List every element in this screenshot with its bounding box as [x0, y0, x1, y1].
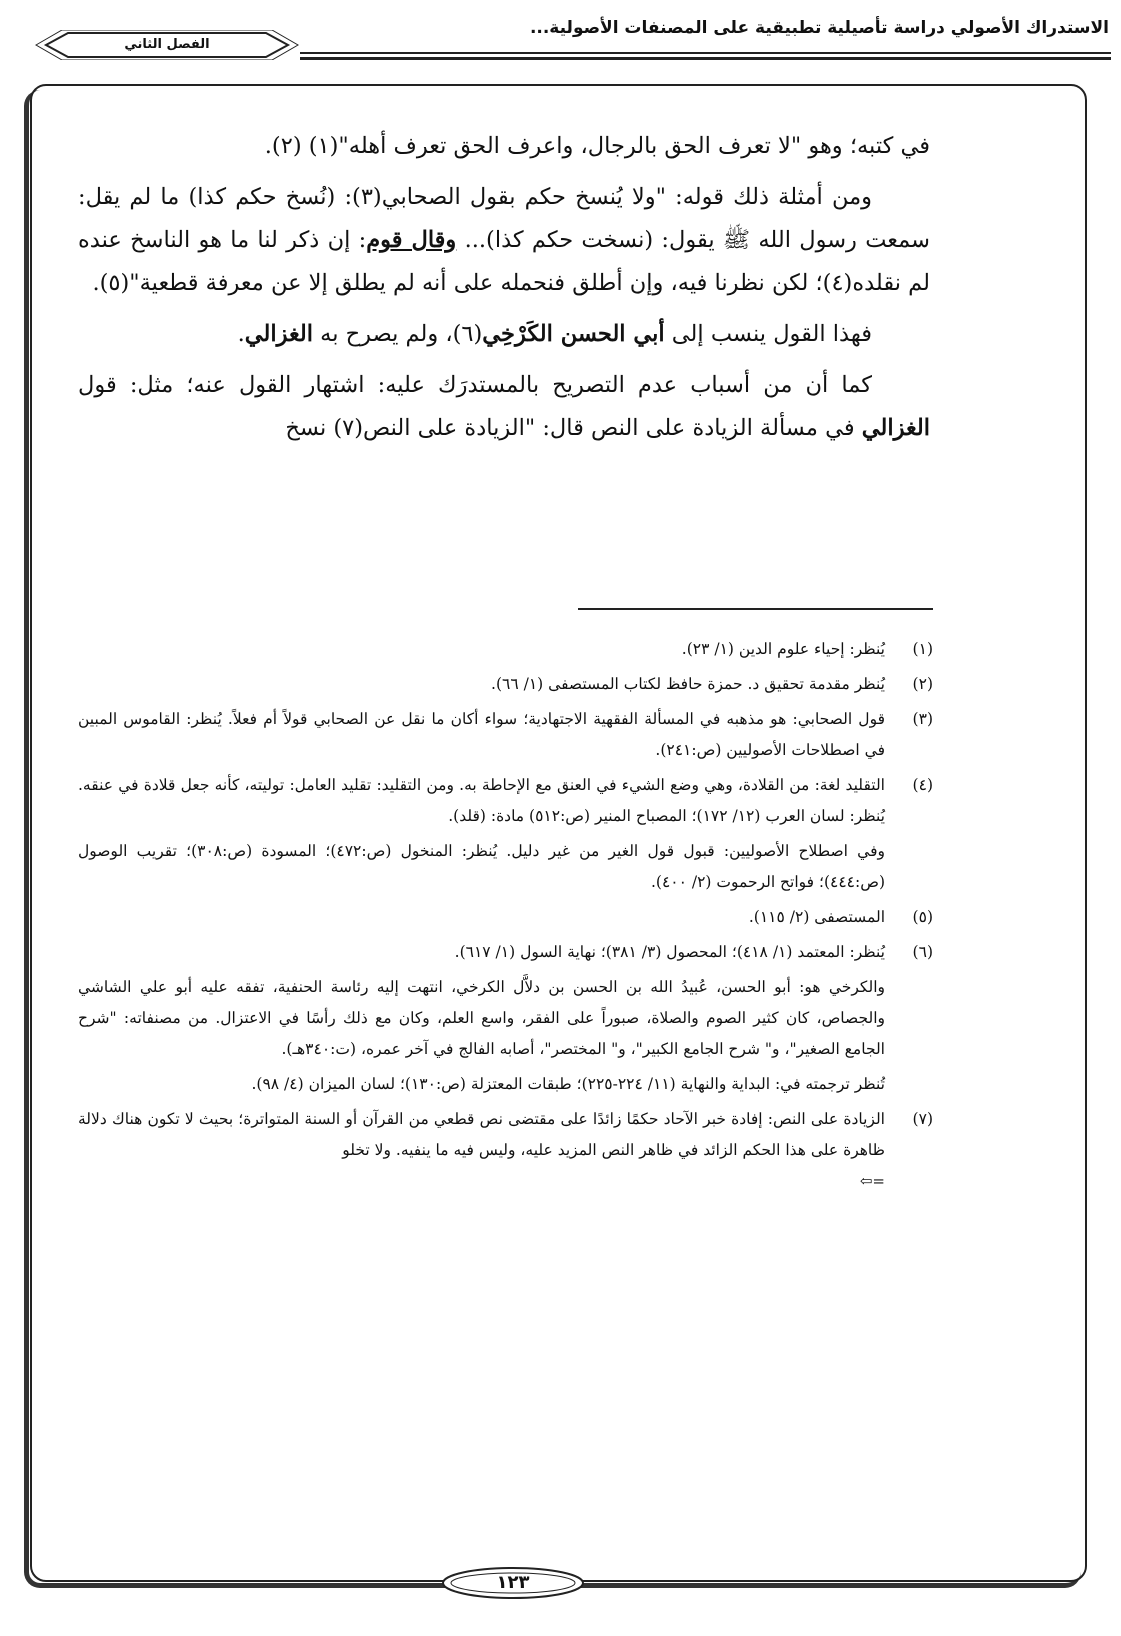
name-al-karkhi: أبي الحسن الكَرْخِي	[482, 321, 665, 347]
footnote-text	[78, 1104, 885, 1197]
footnote-3	[78, 704, 933, 766]
paragraph-4	[78, 364, 930, 450]
page-number: ١٢٣	[496, 1572, 530, 1593]
paragraph-2-text: ومن أمثلة ذلك قوله: "ولا يُنسخ حكم بقول الصحابي(٣): (نُسخ حكم كذا) ما لم يقل: سمعت رسول الله ﷺ يقول: (نسخت حكم كذا)...	[78, 184, 930, 253]
main-text	[78, 125, 930, 458]
footnote-2	[78, 669, 933, 700]
paragraph-3-text-mid: (٦)، ولم يصرح به	[313, 321, 483, 347]
paragraph-2-emphasis: وقال قوم	[366, 227, 457, 253]
footnote-6	[78, 937, 933, 968]
footnote-5	[78, 902, 933, 933]
paragraph-4-text: كما أن من أسباب عدم التصريح بالمستدرَك عليه: اشتهار القول عنه؛ مثل: قول	[78, 372, 872, 398]
footnote-number: (٥)	[912, 908, 933, 926]
paragraph-3-text: فهذا القول ينسب إلى	[664, 321, 872, 347]
paragraph-3	[78, 313, 930, 356]
header-rule-thick	[300, 57, 1111, 60]
footnote-1	[78, 634, 933, 665]
footnote-number: (٤)	[912, 776, 933, 794]
footnote-separator	[578, 608, 933, 610]
name-al-ghazali: الغزالي	[244, 321, 314, 347]
footnote-4-continued: وفي اصطلاح الأصوليين: قبول قول الغير من غير دليل. يُنظر: المنخول (ص:٤٧٢)؛ المسودة (ص:٣٠٨)؛ تقريب الوصول (ص:٤٤٤)؛ فواتح الرحموت (٢/ ٤٠٠).	[78, 842, 885, 891]
paragraph-2	[78, 176, 930, 305]
footnote-number: (٢)	[912, 675, 933, 693]
footnote-number: (٣)	[912, 710, 933, 728]
footnote-number: (٧)	[912, 1110, 933, 1128]
name-al-ghazali-2: الغزالي	[861, 415, 930, 441]
footnote-6-biography: والكرخي هو: أبو الحسن، عُبيدُ الله بن الحسن بن دلاَّل الكرخي، انتهت إليه رئاسة الحنفية، تفقه عليه أبو علي الشاشي والجصاص، كان كثير الصوم والصلاة، صبوراً على الفقر، واسع العلم، وكان مع ذلك رأسًا في الاعتزال. من مصنفاته: "شرح الجامع الصغير"، و" شرح الجامع الكبير"، و" المختصر"، أصابه الفالج في آخر عمره، (ت:٣٤٠هـ).	[78, 978, 885, 1058]
footnote-7-text: الزيادة على النص: إفادة خبر الآحاد حكمًا زائدًا على مقتضى نص قطعي من القرآن أو السنة المتواترة؛ بحيث لا تكون هناك دلالة ظاهرة على هذا الحكم الزائد في ظاهر النص المزيد عليه، وليس فيه ما ينفيه. ولا تخلو	[78, 1110, 885, 1159]
footnote-4	[78, 770, 933, 832]
footnote-6-sources: تُنظر ترجمته في: البداية والنهاية (١١/ ٢٢٤-٢٢٥)؛ طبقات المعتزلة (ص:١٣٠)؛ لسان الميزان (٤/ ٩٨).	[251, 1075, 885, 1093]
paragraph-1: في كتبه؛ وهو "لا تعرف الحق بالرجال، واعرف الحق تعرف أهله"(١) (٢).	[264, 133, 930, 159]
paragraph-2-text-end: : إن ذكر لنا ما هو الناسخ عنده لم نقلده(٤)؛ لكن نظرنا فيه، وإن أطلق فنحمله على أنه لم يطلق إلا عن معرفة قطعية"(٥).	[78, 227, 930, 296]
footnote-text: قول الصحابي: هو مذهبه في المسألة الفقهية الاجتهادية؛ سواء أكان ما نقل عن الصحابي قولاً أم فعلاً. يُنظر: القاموس المبين في اصطلاحات الأصوليين (ص:٢٤١).	[78, 710, 885, 759]
footnote-text: التقليد لغة: من القلادة، وهي وضع الشيء في العنق مع الإحاطة به. ومن التقليد: تقليد العامل: توليته، كأنه جعل قلادة في عنقه. يُنظر: لسان العرب (١٢/ ١٧٢)؛ المصباح المنير (ص:٥١٢) مادة: (قلد).	[78, 776, 885, 825]
continuation-arrow-icon: =⇦	[859, 1172, 885, 1190]
paragraph-3-text-end: .	[237, 321, 245, 347]
footnote-text: المستصفى (٢/ ١١٥).	[748, 908, 885, 926]
footnote-number: (١)	[912, 640, 933, 658]
footnote-number: (٦)	[912, 943, 933, 961]
footnotes	[78, 634, 933, 1201]
footnote-7	[78, 1104, 933, 1197]
page-number-badge	[438, 1563, 588, 1603]
footnote-text: يُنظر: إحياء علوم الدين (١/ ٢٣).	[681, 640, 885, 658]
header-rule	[300, 52, 1111, 54]
footnote-text: يُنظر مقدمة تحقيق د. حمزة حافظ لكتاب المستصفى (١/ ٦٦).	[491, 675, 885, 693]
running-header-title: الاستدراك الأصولي دراسة تأصيلية تطبيقية على المصنفات الأصولية...	[529, 18, 1109, 38]
footnote-text: يُنظر: المعتمد (١/ ٤١٨)؛ المحصول (٣/ ٣٨١)؛ نهاية السول (١/ ٦١٧).	[454, 943, 885, 961]
chapter-tab	[32, 30, 302, 60]
paragraph-4-text-end: في مسألة الزيادة على النص قال: "الزيادة على النص(٧) نسخ	[285, 415, 862, 441]
chapter-label: الفصل الثاني	[124, 37, 210, 52]
